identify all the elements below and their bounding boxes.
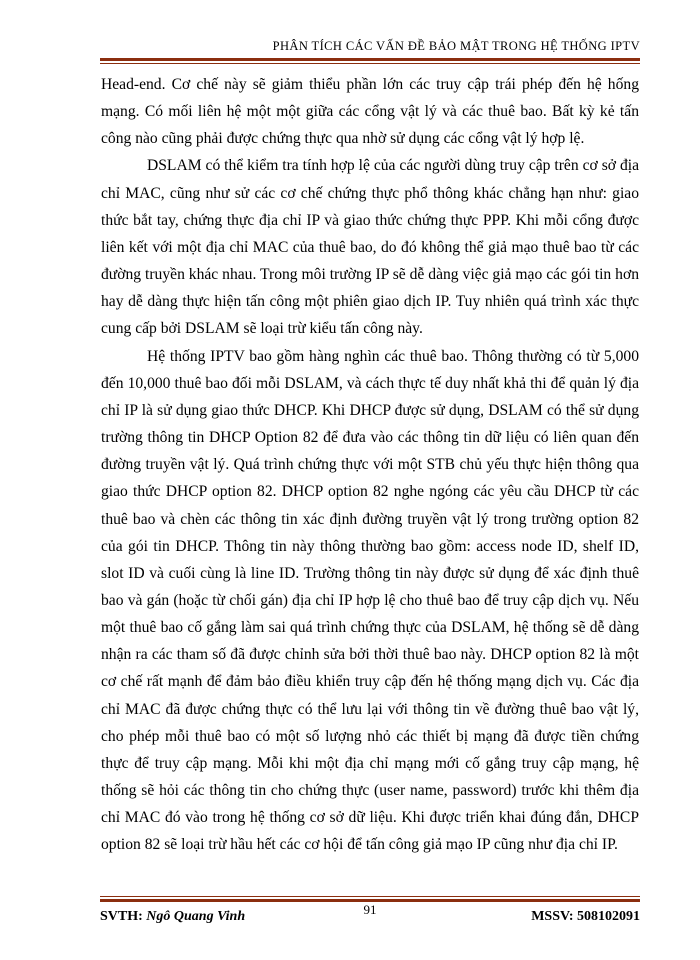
footer-rule-thin	[100, 896, 640, 897]
footer-author-name: Ngô Quang Vinh	[146, 909, 246, 924]
paragraph: Head-end. Cơ chế này sẽ giảm thiểu phần lớn các truy cập trái phép đến hệ hống mạng. Có mối liên hệ một một giữa các cổng vật lý và các thuê bao. Bất kỳ kẻ tấn công nào cũng phải được chứng thực qua nhờ sử dụng các cổng vật lý hợp lệ.	[101, 76, 639, 148]
paragraph: Hệ thống IPTV bao gồm hàng nghìn các thuê bao. Thông thường có từ 5,000 đến 10,000 thuê bao đối mỗi DSLAM, và cách thực tế duy nhất khả thi để quản lý địa chỉ IP là sử dụng giao thức DHCP. Khi DHCP được sử dụng, DSLAM có thể sử dụng trường thông tin DHCP Option 82 để đưa vào các thông tin dữ liệu có liên quan đến đường truyền vật lý. Quá trình chứng thực với một STB chủ yếu thực hiện thông qua giao thức DHCP option 82. DHCP option 82 nghe ngóng các yêu cầu DHCP từ các thuê bao và chèn các thông tin xác định đường truyền vật lý trong trường option 82 của gói tin DHCP. Thông tin này thông thường bao gồm: access node ID, shelf ID, slot ID và cuối cùng là line ID. Trường thông tin này được sử dụng để xác định thuê bao và gán (hoặc từ chối gán) địa chỉ IP hợp lệ cho thuê bao để truy cập dịch vụ. Nếu một thuê bao cố gắng làm sai quá trình chứng thực của DSLAM, hệ thống sẽ dễ dàng nhận ra các tham số đã được chỉnh sửa bởi thời thuê bao này. DHCP option 82 là một cơ chế rất mạnh để đảm bảo điều khiển truy cập đến hệ thống mạng dịch vụ. Các địa chỉ MAC đã được chứng thực có thể lưu lại với thông tin về đường thuê bao vật lý, cho phép mỗi thuê bao có một số lượng nhỏ các thiết bị mạng đã được tiền chứng thực để truy cập mạng. Mỗi khi một địa chỉ mạng mới cố gắng truy cập mạng, hệ thống sẽ hỏi các thông tin cho chứng thực (user name, password) trước khi thêm địa chỉ MAC đó vào trong hệ thống cơ sở dữ liệu. Khi được triển khai đúng đắn, DHCP option 82 sẽ loại trừ hầu hết các cơ hội để tấn công giả mạo IP cũng như địa chỉ IP.	[101, 347, 639, 854]
footer-author-label: SVTH:	[100, 909, 147, 924]
header-rule-thick	[100, 58, 640, 61]
page-footer	[100, 900, 640, 930]
header-rule-thin	[100, 63, 640, 64]
document-body	[101, 71, 639, 859]
footer-student-id: MSSV: 508102091	[531, 909, 640, 924]
page-number: 91	[363, 902, 377, 917]
page-header-title: PHÂN TÍCH CÁC VẤN ĐỀ BẢO MẬT TRONG HỆ THỐNG IPTV	[272, 39, 640, 53]
paragraph: DSLAM có thể kiểm tra tính hợp lệ của các người dùng truy cập trên cơ sở địa chỉ MAC, cũng như sử các cơ chế chứng thực phổ thông khác chẳng hạn như: giao thức bắt tay, chứng thực địa chỉ IP và giao thức chứng thực PPP. Khi mỗi cổng được liên kết với một địa chỉ MAC của thuê bao, do đó không thể giả mạo thuê bao từ các đường truyền khác nhau. Trong môi trường IP sẽ dễ dàng việc giả mạo các gói tin hơn hay dễ dàng thực hiện tấn công một phiên giao dịch IP. Tuy nhiên quá trình xác thực cung cấp bởi DSLAM sẽ loại trừ kiểu tấn công này.	[101, 157, 639, 338]
